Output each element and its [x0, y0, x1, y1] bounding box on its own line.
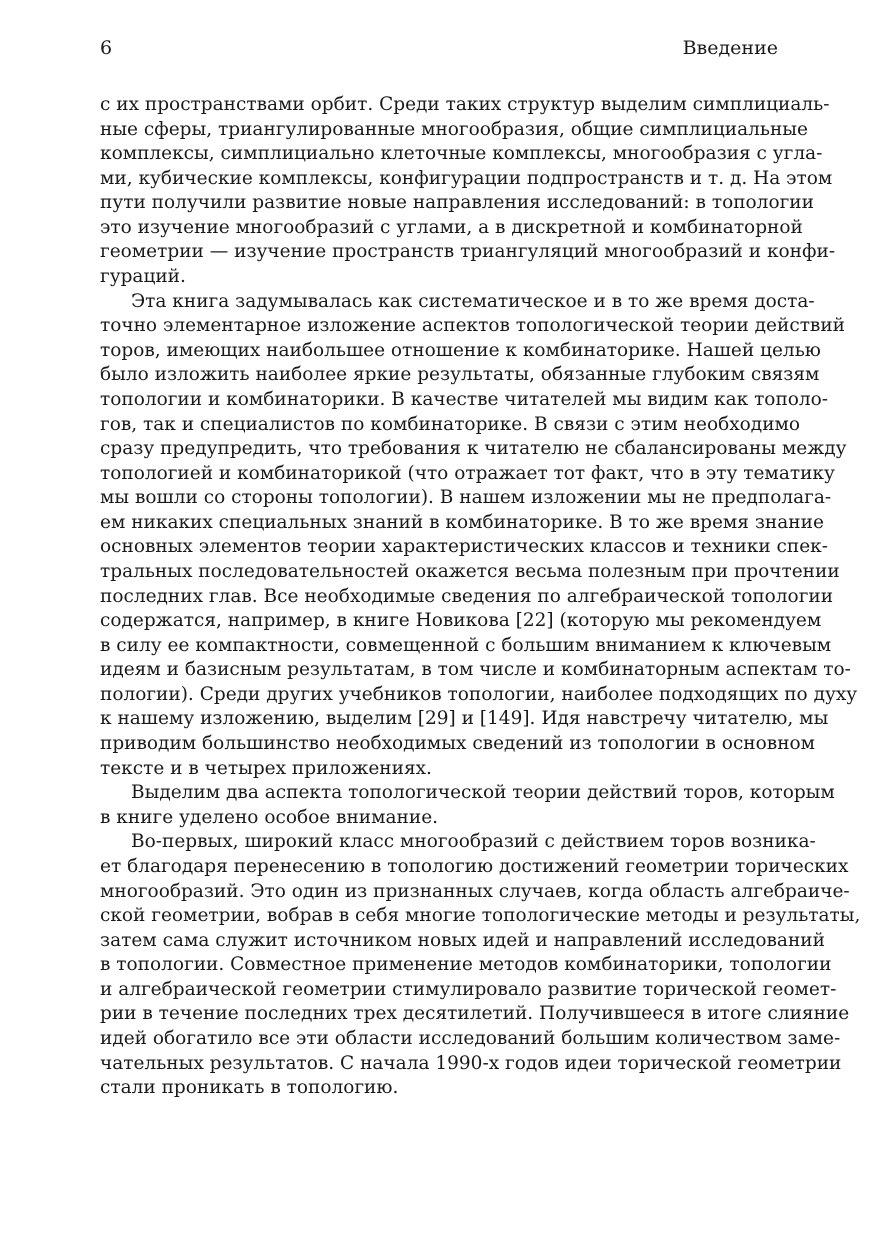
- text-line: и алгебраической геометрии стимулировало развитие торической геомет-: [100, 978, 837, 1000]
- text-line: пути получили развитие новые направления исследований: в топологии: [100, 192, 814, 214]
- text-line: топологии и комбинаторики. В качестве читателей мы видим как тополо-: [100, 388, 829, 410]
- text-line: пологии). Среди других учебников топологии, наиболее подходящих по духу: [100, 683, 858, 705]
- text-line: основных элементов теории характеристических классов и техники спек-: [100, 536, 828, 558]
- text-line: многообразий. Это один из признанных случаев, когда область алгебраиче-: [100, 880, 850, 902]
- text-line: торов, имеющих наибольшее отношение к комбинаторике. Нашей целью: [100, 339, 821, 361]
- text-line: содержатся, например, в книге Новикова [22] (которую мы рекомендуем: [100, 610, 822, 632]
- running-head: Введение: [682, 37, 778, 59]
- text-line: Эта книга задумывалась как систематическое и в то же время доста-: [131, 290, 815, 312]
- text-line: ской геометрии, вобрав в себя многие топологические методы и результаты,: [100, 905, 861, 927]
- text-line: точно элементарное изложение аспектов топологической теории действий: [100, 315, 846, 337]
- text-line: идеям и базисным результатам, в том числе и комбинаторным аспектам то-: [100, 659, 851, 681]
- text-line: мы вошли со стороны топологии). В нашем изложении мы не предполага-: [100, 487, 832, 509]
- text-line: тральных последовательностей окажется весьма полезным при прочтении: [100, 560, 840, 582]
- text-line: в силу ее компактности, совмещенной с большим вниманием к ключевым: [100, 634, 832, 656]
- text-line: это изучение многообразий с углами, а в дискретной и комбинаторной: [100, 216, 803, 238]
- text-line: в топологии. Совместное применение методов комбинаторики, топологии: [100, 954, 832, 976]
- text-line: тексте и в четырех приложениях.: [100, 757, 432, 779]
- text-line: комплексы, симплициально клеточные комплексы, многообразия с угла-: [100, 143, 823, 165]
- text-line: геометрии — изучение пространств триангуляций многообразий и конфи-: [100, 241, 836, 263]
- paragraph: [100, 290, 858, 782]
- text-line: к нашему изложению, выделим [29] и [149]. Идя навстречу читателю, мы: [100, 708, 829, 730]
- text-line: ми, кубические комплексы, конфигурации подпространств и т. д. На этом: [100, 167, 833, 189]
- text-line: стали проникать в топологию.: [100, 1077, 399, 1099]
- text-line: рии в течение последних трех десятилетий. Получившееся в итоге слияние: [100, 1003, 850, 1025]
- text-line: ет благодаря перенесению в топологию достижений геометрии торических: [100, 855, 849, 877]
- text-line: ем никаких специальных знаний в комбинаторике. В то же время знание: [100, 511, 824, 533]
- text-line: Выделим два аспекта топологической теории действий торов, которым: [131, 782, 835, 804]
- text-line: было изложить наиболее яркие результаты, обязанные глубоким связям: [100, 364, 820, 386]
- text-line: гов, так и специалистов по комбинаторике. В связи с этим необходимо: [100, 413, 801, 435]
- text-line: с их пространствами орбит. Среди таких структур выделим симплициаль-: [100, 94, 830, 115]
- text-line: последних глав. Все необходимые сведения по алгебраической топологии: [100, 585, 834, 607]
- text-line: приводим большинство необходимых сведений из топологии в основном: [100, 733, 816, 755]
- page-header: [100, 34, 778, 62]
- text-line: ные сферы, триангулированные многообразия, общие симплициальные: [100, 118, 808, 140]
- text-line: чательных результатов. С начала 1990-х годов идеи торической геометрии: [100, 1052, 842, 1074]
- paragraph: [100, 93, 836, 290]
- body-text: [100, 93, 861, 1101]
- text-line: затем сама служит источником новых идей и направлений исследований: [100, 929, 825, 951]
- text-line: сразу предупредить, что требования к читателю не сбалансированы между: [100, 438, 847, 460]
- text-line: в книге уделено особое внимание.: [100, 806, 439, 828]
- page-number: 6: [100, 37, 113, 59]
- text-line: топологией и комбинаторикой (что отражает тот факт, что в эту тематику: [100, 462, 835, 484]
- text-line: гураций.: [100, 266, 186, 288]
- paragraph: [100, 830, 861, 1100]
- text-line: Во-первых, широкий класс многообразий с действием торов возника-: [131, 831, 816, 853]
- paragraph: [100, 781, 835, 830]
- text-line: идей обогатило все эти области исследований большим количеством заме-: [100, 1027, 841, 1049]
